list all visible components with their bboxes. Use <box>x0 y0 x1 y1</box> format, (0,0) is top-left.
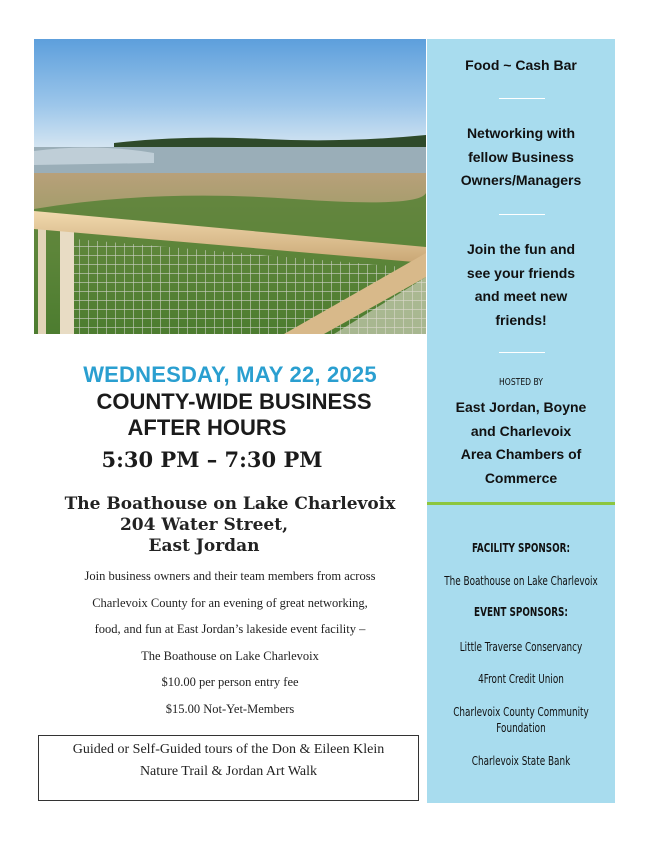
event-description <box>34 568 426 727</box>
hosted-by-label: HOSTED BY <box>499 377 543 388</box>
venue-street: 204 Water Street, <box>119 515 289 535</box>
event-date: WEDNESDAY, MAY 22, 2025 <box>83 362 377 387</box>
event-sponsor: Foundation <box>496 721 546 735</box>
venue-name: The Boathouse on Lake Charlevoix <box>64 494 396 514</box>
entry-fee: $10.00 per person entry fee <box>161 675 299 689</box>
event-title-line-2: AFTER HOURS <box>127 415 287 440</box>
event-time: 5:30 PM – 7:30 PM <box>101 447 323 472</box>
info-sidebar <box>427 39 615 803</box>
event-sponsor: Little Traverse Conservancy <box>459 640 583 654</box>
facility-sponsor-label: FACILITY SPONSOR: <box>471 541 571 555</box>
event-sponsor: 4Front Credit Union <box>478 672 564 686</box>
event-sponsor: Charlevoix County Community <box>453 705 589 719</box>
host-line: Commerce <box>484 469 558 486</box>
host-line: East Jordan, Boyne <box>455 399 587 415</box>
fun-line: see your friends <box>466 264 576 281</box>
description-line: food, and fun at East Jordan’s lakeside event facility – <box>94 622 366 636</box>
event-title <box>34 389 426 441</box>
host-line: and Charlevoix <box>470 422 572 439</box>
networking-text <box>427 122 615 193</box>
description-line: Charlevoix County for an evening of great networking, <box>92 595 368 610</box>
event-sponsors-label: EVENT SPONSORS: <box>474 605 568 619</box>
sidebar-divider <box>499 352 545 353</box>
lake-boardwalk-photo <box>34 39 426 334</box>
description-line: The Boathouse on Lake Charlevoix <box>141 648 319 663</box>
fun-line: and meet new <box>474 288 568 304</box>
networking-line: Owners/Managers <box>460 172 582 188</box>
tours-line-1: Guided or Self-Guided tours of the Don & Eileen Klein <box>72 742 385 757</box>
sidebar-divider <box>499 98 545 99</box>
green-divider <box>427 502 615 505</box>
networking-line: fellow Business <box>468 148 574 165</box>
tours-line-2: Nature Trail & Jordan Art Walk <box>139 764 318 779</box>
host-line: Area Chambers of <box>460 446 582 462</box>
non-member-fee: $15.00 Not-Yet-Members <box>165 701 295 716</box>
facility-sponsor-name: The Boathouse on Lake Charlevoix <box>444 574 598 588</box>
event-title-line-1: COUNTY-WIDE BUSINESS <box>96 389 372 414</box>
event-sponsor: Charlevoix State Bank <box>471 754 571 768</box>
fun-line: Join the fun and <box>466 241 576 257</box>
venue-address <box>34 494 426 557</box>
venue-city: East Jordan <box>148 536 260 556</box>
networking-line: Networking with <box>466 125 576 141</box>
host-chambers <box>427 396 615 490</box>
sidebar-divider <box>499 214 545 215</box>
join-fun-text <box>427 238 615 332</box>
food-cash-bar: Food ~ Cash Bar <box>465 57 577 73</box>
fun-line: friends! <box>495 311 547 328</box>
tours-info-box <box>38 735 419 801</box>
description-line: Join business owners and their team members from across <box>84 569 376 583</box>
